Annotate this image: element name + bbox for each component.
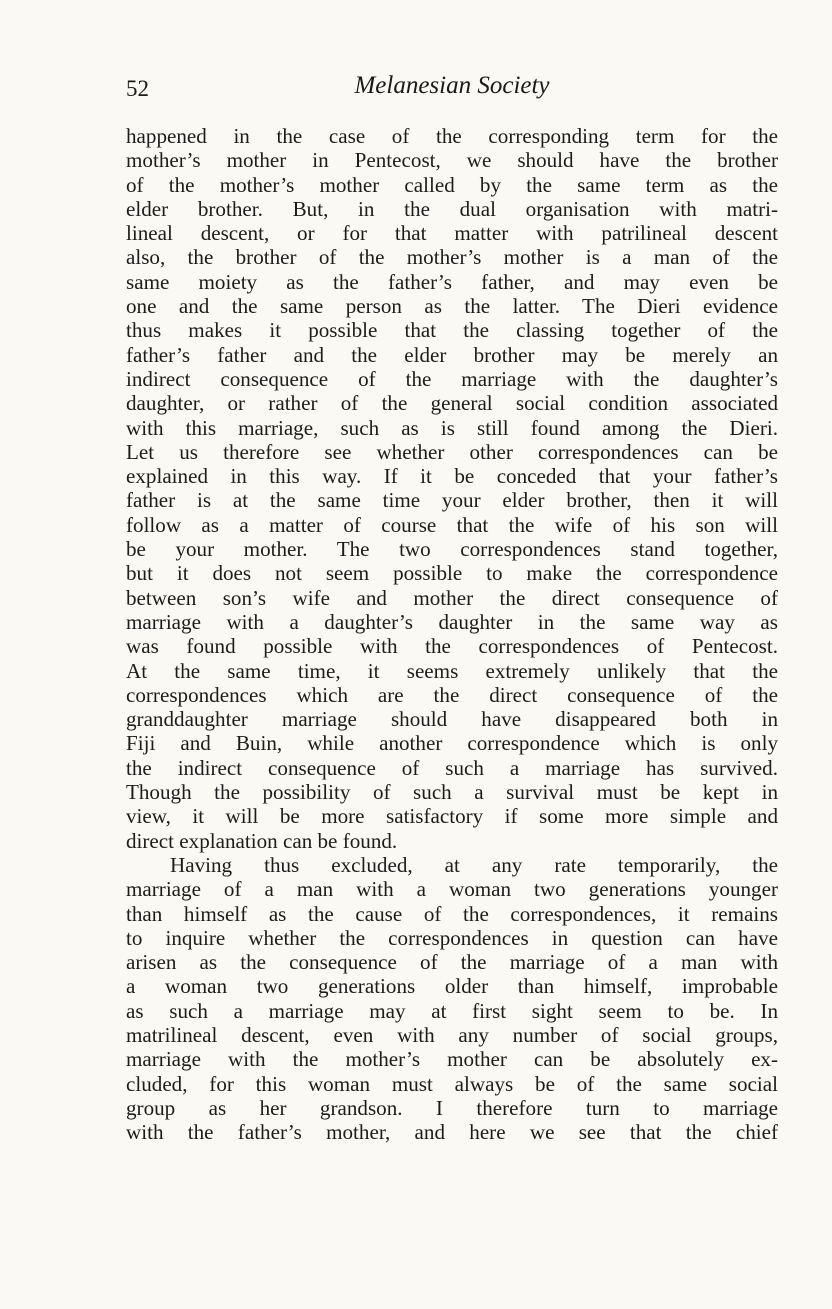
text-line: happened in the case of the corresponding term for the bbox=[126, 124, 778, 148]
text-line: lineal descent, or for that matter with patrilineal descent bbox=[126, 221, 778, 246]
text-line: indirect consequence of the marriage with the daughter’s bbox=[126, 366, 778, 391]
text-line: follow as a matter of course that the wife of his son will bbox=[126, 512, 778, 537]
page-header bbox=[126, 72, 778, 108]
text-line: father’s father and the elder brother may be merely an bbox=[126, 342, 778, 367]
text-line: between son’s wife and mother the direct consequence of bbox=[126, 585, 778, 610]
text-line: of the mother’s mother called by the same term as the bbox=[126, 172, 778, 197]
text-line: matrilineal descent, even with any number of social groups, bbox=[126, 1022, 778, 1047]
text-line: also, the brother of the mother’s mother is a man of the bbox=[126, 245, 778, 270]
paragraph bbox=[126, 124, 778, 853]
text-line: Fiji and Buin, while another correspondence which is only bbox=[126, 731, 778, 756]
text-line: explained in this way. If it be conceded that your father’s bbox=[126, 464, 778, 489]
text-line: be your mother. The two correspondences stand together, bbox=[126, 537, 778, 562]
text-line: At the same time, it seems extremely unlikely that the bbox=[126, 658, 778, 683]
text-line: direct explanation can be found. bbox=[126, 828, 398, 853]
text-line: Though the possibility of such a survival must be kept in bbox=[126, 780, 778, 805]
text-line: cluded, for this woman must always be of the same social bbox=[126, 1071, 778, 1096]
text-line: view, it will be more satisfactory if some more simple and bbox=[126, 804, 778, 829]
text-line: daughter, or rather of the general social condition associated bbox=[126, 391, 778, 416]
text-line: father is at the same time your elder brother, then it will bbox=[126, 488, 778, 513]
text-line: elder brother. But, in the dual organisation with matri- bbox=[126, 196, 778, 221]
text-line: was found possible with the correspondences of Pentecost. bbox=[126, 634, 778, 659]
text-line: Having thus excluded, at any rate temporarily, the bbox=[170, 852, 778, 877]
text-line: same moiety as the father’s father, and may even be bbox=[126, 269, 778, 294]
text-line: one and the same person as the latter. The Dieri evidence bbox=[126, 294, 778, 319]
text-line: with this marriage, such as is still found among the Dieri. bbox=[126, 415, 778, 440]
body-text bbox=[126, 124, 778, 1144]
text-line: than himself as the cause of the correspondences, it remains bbox=[126, 901, 778, 926]
text-line: mother’s mother in Pentecost, we should have the brother bbox=[126, 148, 778, 173]
text-line: arisen as the consequence of the marriage of a man with bbox=[126, 950, 778, 975]
text-line: correspondences which are the direct consequence of the bbox=[126, 682, 778, 707]
text-line: marriage with a daughter’s daughter in the same way as bbox=[126, 609, 778, 634]
text-line: Let us therefore see whether other correspondences can be bbox=[126, 439, 778, 464]
text-line: group as her grandson. I therefore turn to marriage bbox=[126, 1095, 778, 1120]
paragraph bbox=[126, 853, 778, 1145]
text-line: granddaughter marriage should have disappeared both in bbox=[126, 707, 778, 732]
running-title: Melanesian Society bbox=[354, 72, 550, 99]
text-line: but it does not seem possible to make the correspondence bbox=[126, 561, 778, 586]
text-line: marriage with the mother’s mother can be absolutely ex- bbox=[126, 1047, 778, 1072]
text-line: a woman two generations older than himself, improbable bbox=[126, 974, 778, 999]
page-number: 52 bbox=[126, 76, 149, 101]
text-line: to inquire whether the correspondences in question can have bbox=[126, 925, 778, 950]
text-line: thus makes it possible that the classing together of the bbox=[126, 318, 778, 343]
text-line: the indirect consequence of such a marriage has survived. bbox=[126, 755, 778, 780]
text-line: as such a marriage may at first sight seem to be. In bbox=[126, 998, 778, 1023]
text-line: marriage of a man with a woman two generations younger bbox=[126, 877, 778, 902]
text-line: with the father’s mother, and here we see that the chief bbox=[126, 1120, 778, 1145]
